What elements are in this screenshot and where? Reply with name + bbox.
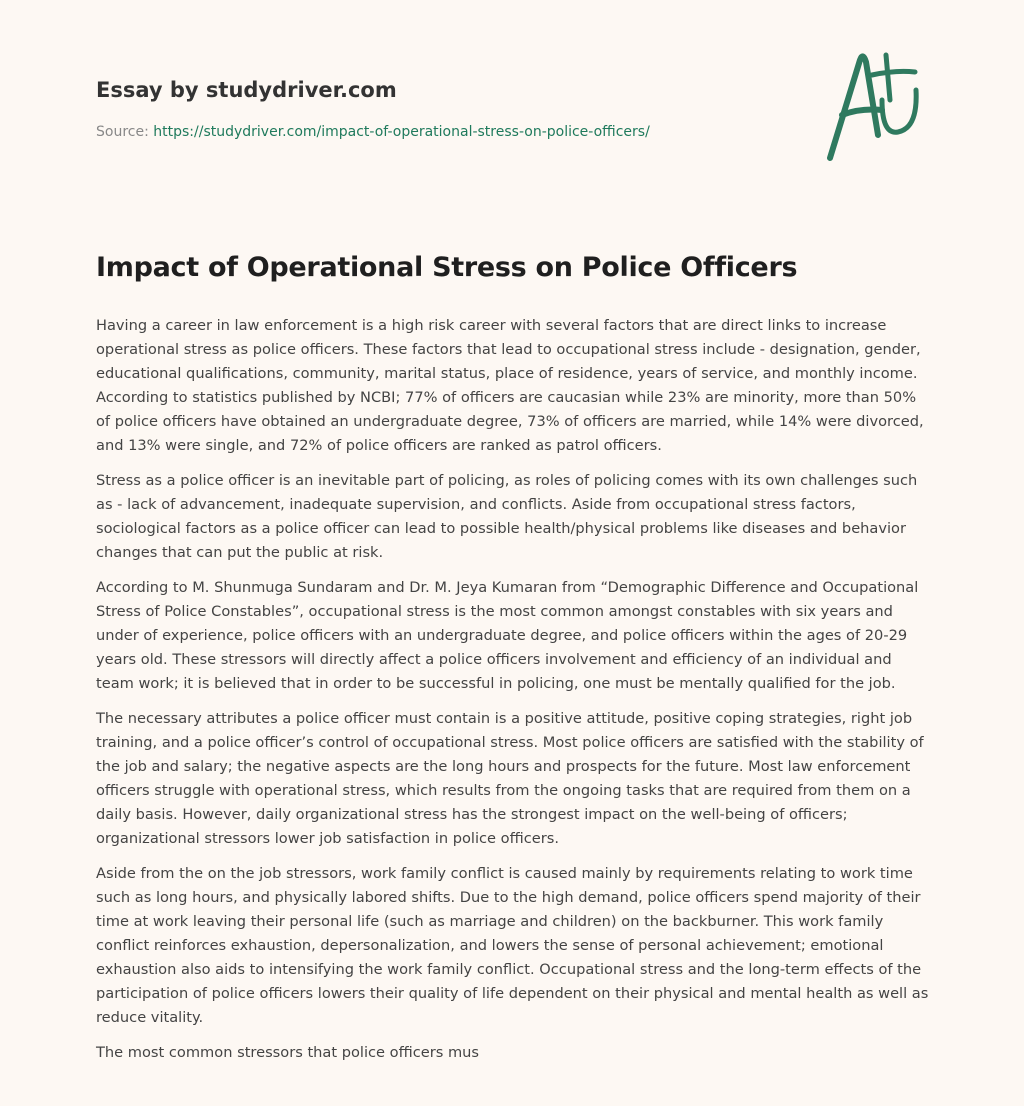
paragraph: The necessary attributes a police officer must contain is a positive attitude, positive coping strategies, right job training, and a police officer’s control of occupational stress. Most police officers are satisfied with the stability of the job and salary; the negative aspects are the long hours and prospects for the future. Most law enforcement officers struggle with operational stress, which results from the ongoing tasks that are required from them on a daily basis. However, daily organizational stress has the strongest impact on the well-being of officers; organizational stressors lower job satisfaction in police officers. <box>96 710 924 847</box>
site-name: Essay by studydriver.com <box>96 78 397 102</box>
paragraph: According to M. Shunmuga Sundaram and Dr. M. Jeya Kumaran from “Demographic Difference and Occupational Stress of Police Constables”, occupational stress is the most common amongst constables with six years and under of experience, police officers with an undergraduate degree, and police officers within the ages of 20-29 years old. These stressors will directly affect a police officers involvement and efficiency of an individual and team work; it is believed that in order to be successful in policing, one must be mentally qualified for the job. <box>96 579 919 692</box>
essay-body <box>96 314 932 1076</box>
paragraph: The most common stressors that police officers mus <box>96 1044 480 1061</box>
essay-title: Impact of Operational Stress on Police Officers <box>96 252 798 283</box>
paragraph: Having a career in law enforcement is a high risk career with several factors that are direct links to increase operational stress as police officers. These factors that lead to occupational stress include - designation, gender, educational qualifications, community, marital status, place of residence, years of service, and monthly income. According to statistics published by NCBI; 77% of officers are caucasian while 23% are minority, more than 50% of police officers have obtained an undergraduate degree, 73% of officers are married, while 14% were divorced, and 13% were single, and 72% of police officers are ranked as patrol officers. <box>96 317 924 454</box>
source-line <box>96 124 650 140</box>
source-link[interactable]: https://studydriver.com/impact-of-operational-stress-on-police-officers/ <box>153 124 650 140</box>
source-label: Source: <box>96 124 154 140</box>
paragraph: Stress as a police officer is an inevitable part of policing, as roles of policing comes with its own challenges such as - lack of advancement, inadequate supervision, and conflicts. Aside from occupational stress factors, sociological factors as a police officer can lead to possible health/physical problems like diseases and behavior changes that can put the public at risk. <box>96 472 918 561</box>
site-header <box>96 78 397 102</box>
paragraph: Aside from the on the job stressors, work family conflict is caused mainly by requirements relating to work time such as long hours, and physically labored shifts. Due to the high demand, police officers spend majority of their time at work leaving their personal life (such as marriage and children) on the backburner. This work family conflict reinforces exhaustion, depersonalization, and lowers the sense of personal achievement; emotional exhaustion also aids to intensifying the work family conflict. Occupational stress and the long-term effects of the participation of police officers lowers their quality of life dependent on their physical and mental health as well as reduce vitality. <box>96 865 929 1026</box>
a-plus-logo <box>820 40 930 170</box>
